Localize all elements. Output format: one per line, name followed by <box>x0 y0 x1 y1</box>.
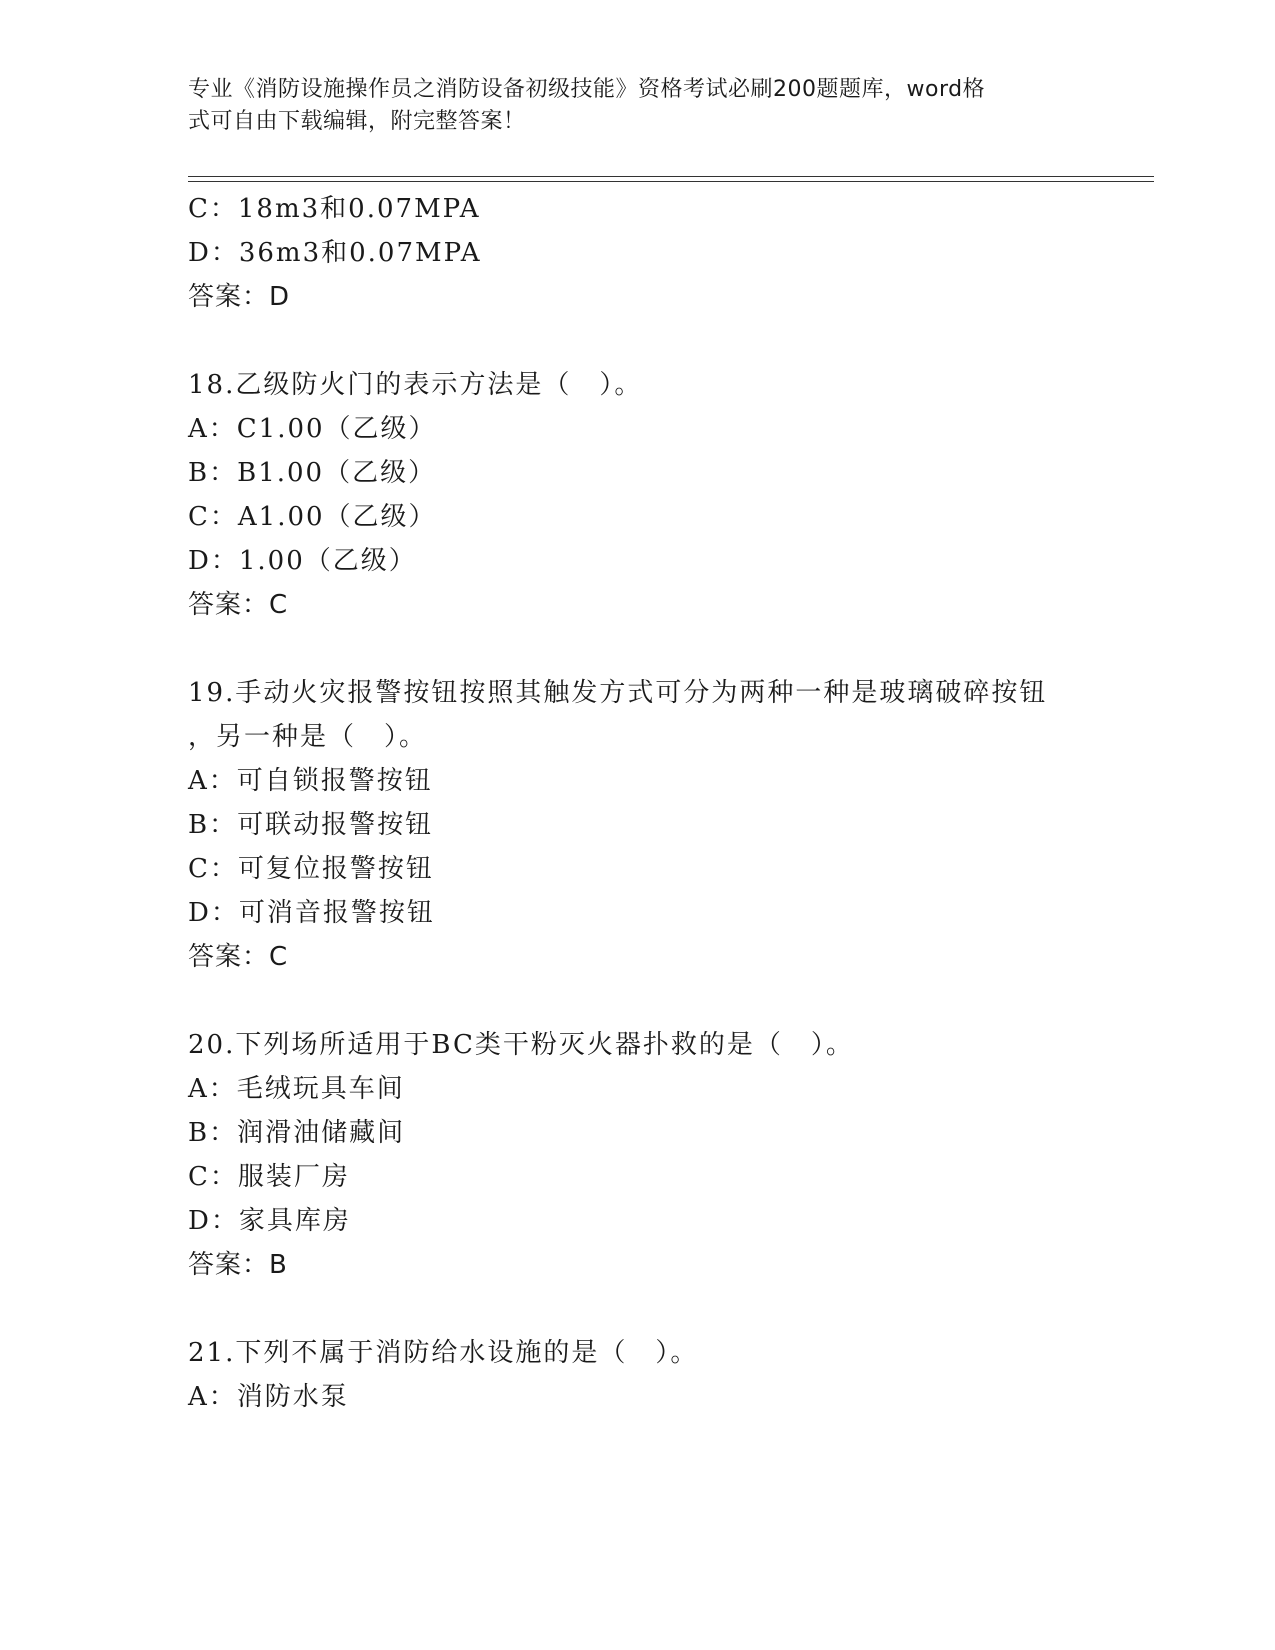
header-divider-top <box>188 176 1154 177</box>
q20-option-c: C：服装厂房 <box>188 1162 350 1192</box>
q19-answer: 答案：C <box>188 942 289 972</box>
q20-option-d: D：家具库房 <box>188 1206 351 1236</box>
header-line-1: 专业《消防设施操作员之消防设备初级技能》资格考试必刷200题题库，word格 <box>188 77 986 102</box>
header-divider-bottom <box>188 181 1154 182</box>
q18-option-a: A：C1.00（乙级） <box>188 414 437 444</box>
q19-option-b: B：可联动报警按钮 <box>188 810 434 840</box>
q18-option-b: B：B1.00（乙级） <box>188 458 437 488</box>
header-line-2: 式可自由下载编辑，附完整答案！ <box>188 109 526 134</box>
document-header <box>188 74 1068 138</box>
q21-option-a: A：消防水泵 <box>188 1382 349 1412</box>
q18-answer: 答案：C <box>188 590 289 620</box>
q20-answer: 答案：B <box>188 1250 288 1280</box>
q19-question-line-1: 19.手动火灾报警按钮按照其触发方式可分为两种一种是玻璃破碎按钮 <box>188 678 1048 708</box>
q18-question: 18.乙级防火门的表示方法是（ ）。 <box>188 370 643 400</box>
q19-question-line-2: ，另一种是（ ）。 <box>188 722 428 752</box>
q20-option-a: A：毛绒玩具车间 <box>188 1074 405 1104</box>
q17-option-d: D：36m3和0.07MPA <box>188 238 482 268</box>
q20-option-b: B：润滑油储藏间 <box>188 1118 406 1148</box>
q19-option-d: D：可消音报警按钮 <box>188 898 435 928</box>
q17-option-c: C：18m3和0.07MPA <box>188 194 481 224</box>
q19-option-c: C：可复位报警按钮 <box>188 854 434 884</box>
q21-question: 21.下列不属于消防给水设施的是（ ）。 <box>188 1338 699 1368</box>
q18-option-d: D：1.00（乙级） <box>188 546 417 576</box>
q18-option-c: C：A1.00（乙级） <box>188 502 437 532</box>
q20-question: 20.下列场所适用于BC类干粉灭火器扑救的是（ ）。 <box>188 1030 854 1060</box>
q19-option-a: A：可自锁报警按钮 <box>188 766 433 796</box>
q17-answer: 答案：D <box>188 282 291 312</box>
